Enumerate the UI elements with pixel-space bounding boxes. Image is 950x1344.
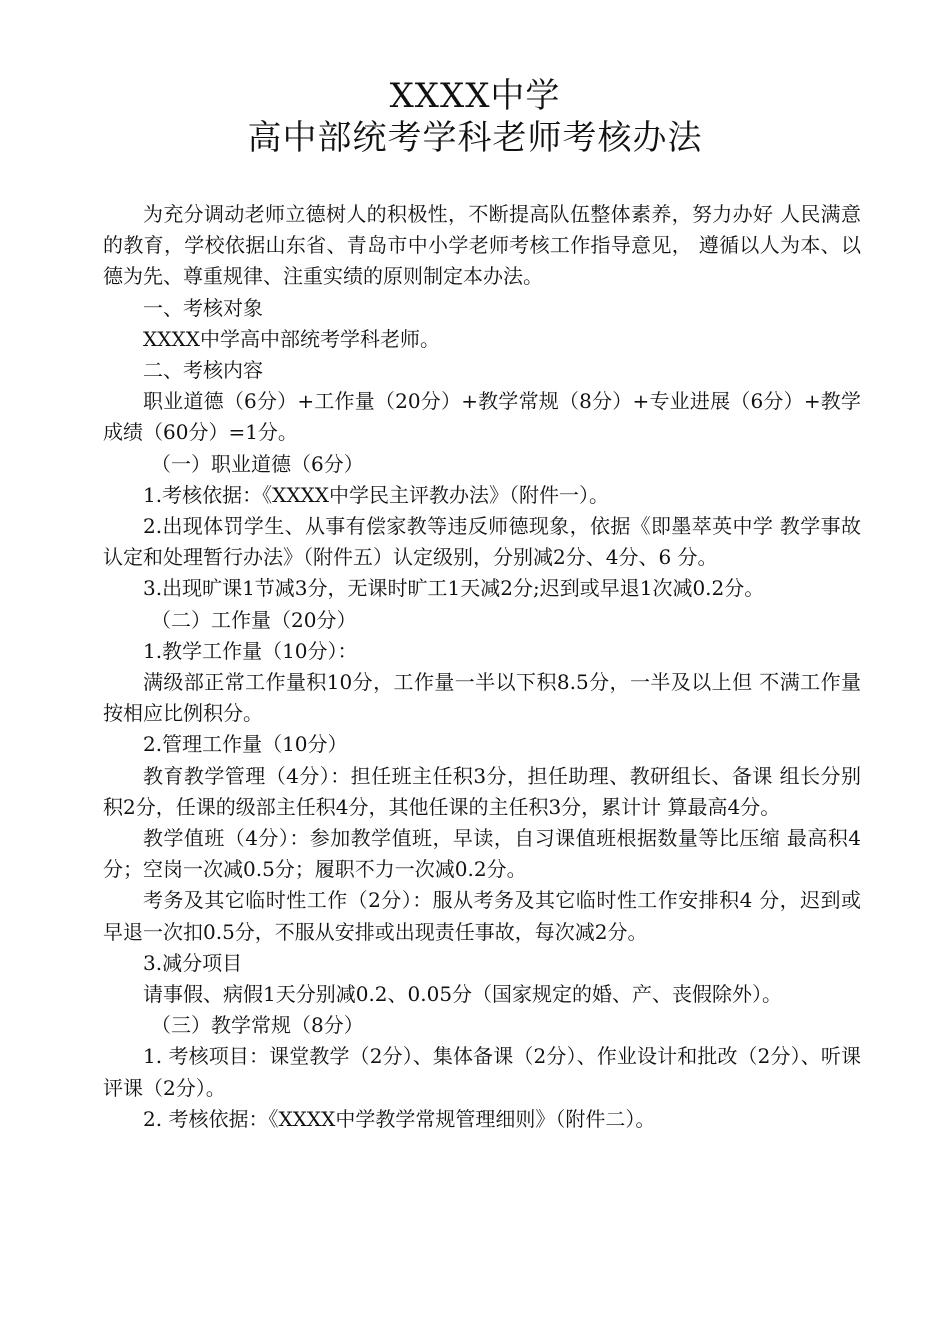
assessment-target-text: XXXX中学高中部统考学科老师。 (143, 326, 440, 351)
document-body (103, 199, 861, 1135)
workload-item-1-text: 满级部正常工作量积10分，工作量一半以下积8.5分，一半及以上但 不满工作量按相应比例积分。 (103, 670, 861, 726)
document-title-main: 高中部统考学科老师考核办法 (247, 118, 703, 158)
workload-item-2-heading: 2.管理工作量（10分） (143, 732, 348, 757)
ethics-item-2: 2.出现体罚学生、从事有偿家教等违反师德现象，依据《即墨萃英中学 教学事故认定和处理暂行办法》（附件五）认定级别，分别减2分、4分、6 分。 (103, 514, 861, 570)
intro-paragraph: 为充分调动老师立德树人的积极性，不断提高队伍整体素养，努力办好 人民满意的教育，学校依据山东省、青岛市中小学老师考核工作指导意见， 遵循以人为本、以德为先、尊重规律、注重实绩的原则制定本办法。 (103, 202, 861, 289)
workload-duty-text: 教学值班（4分）：参加教学值班，早读，自习课值班根据数量等比压缩 最高积4分；空岗一次减0.5分；履职不力一次减0.2分。 (103, 826, 861, 882)
workload-item-1-heading: 1.教学工作量（10分）： (143, 638, 358, 663)
assessment-content-formula: 职业道德（6分）+工作量（20分）+教学常规（8分）+专业进展（6分）+教学成绩（60分）=1分。 (103, 389, 861, 445)
workload-item-3-heading: 3.减分项目 (143, 950, 243, 975)
ethics-item-1: 1.考核依据：《XXXX中学民主评教办法》（附件一）。 (143, 482, 610, 507)
subsection-heading-teaching-routine: （三）教学常规（8分） (151, 1013, 364, 1038)
workload-deductions-text: 请事假、病假1天分别减0.2、0.05分（国家规定的婚、产、丧假除外）。 (143, 982, 783, 1007)
section-heading-assessment-content: 二、考核内容 (143, 358, 263, 383)
workload-management-text: 教育教学管理（4分）：担任班主任积3分，担任助理、教研组长、备课 组长分别积2分，任课的级部主任积4分，其他任课的主任积3分，累计计 算最高4分。 (103, 763, 861, 819)
document-title-school: XXXX中学 (389, 76, 561, 116)
routine-item-2: 2. 考核依据：《XXXX中学教学常规管理细则》（附件二）。 (143, 1106, 656, 1131)
subsection-heading-workload: （二）工作量（20分） (151, 607, 357, 632)
subsection-heading-professional-ethics: （一）职业道德（6分） (151, 451, 364, 476)
workload-exam-affairs-text: 考务及其它临时性工作（2分）：服从考务及其它临时性工作安排积4 分，迟到或早退一次扣0.5分，不服从安排或出现责任事故，每次减2分。 (103, 888, 861, 944)
section-heading-assessment-target: 一、考核对象 (143, 295, 263, 320)
routine-item-1: 1. 考核项目：课堂教学（2分）、集体备课（2分）、作业设计和批改（2分）、听课评课（2分）。 (103, 1044, 861, 1100)
ethics-item-3: 3.出现旷课1节减3分，无课时旷工1天减2分;迟到或早退1次减0.2分。 (143, 576, 765, 601)
